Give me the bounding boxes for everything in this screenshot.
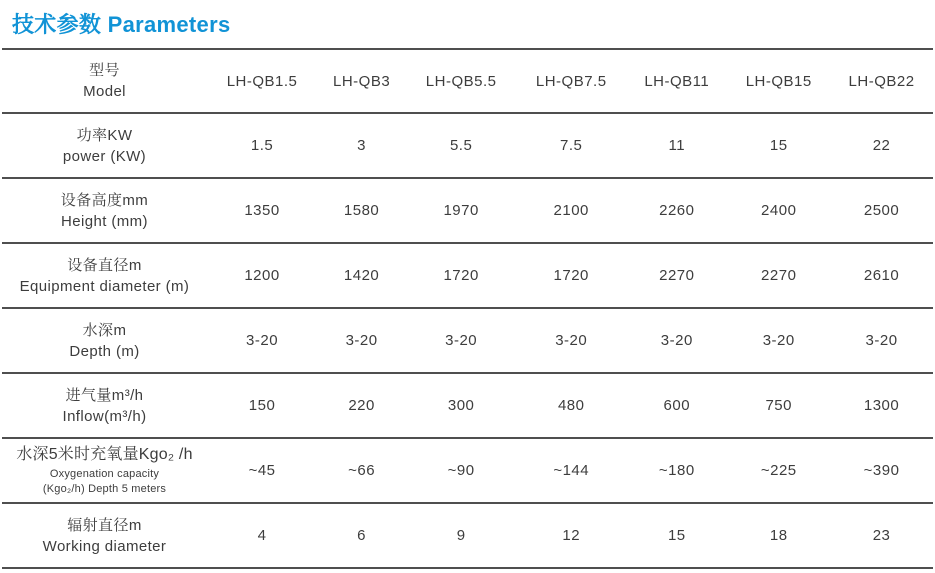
param-value-cell: 1720 (443, 267, 479, 284)
param-label-cell (2, 308, 207, 373)
param-label-line: Depth (m) (69, 342, 140, 360)
table-row (2, 373, 933, 438)
param-value-cell: ~390 (863, 462, 900, 479)
param-value-cell: 1.5 (250, 137, 274, 154)
param-label-cell (2, 243, 207, 308)
param-label-cell (2, 503, 207, 568)
param-value-cell: 2500 (863, 202, 900, 219)
param-label-line: Working diameter (42, 537, 167, 555)
param-label-line: Inflow(m³/h) (62, 407, 147, 425)
param-label-line: Model (83, 83, 126, 100)
param-value-cell: 3-20 (345, 332, 378, 349)
param-value-cell: 1420 (343, 267, 380, 284)
param-value-cell: 1580 (343, 202, 380, 219)
param-value-cell: ~66 (348, 462, 376, 479)
model-header-cell: LH-QB1.5 (226, 72, 298, 90)
param-value-cell: 1350 (244, 202, 280, 219)
param-value-cell: 4 (257, 527, 267, 544)
param-label-line: Equipment diameter (m) (19, 277, 190, 295)
table-header-row (2, 49, 933, 113)
param-label-line: 设备直径m (67, 256, 142, 274)
param-value-cell: 2270 (659, 267, 695, 284)
parameters-table (2, 48, 933, 569)
page-title-en: Parameters (107, 12, 231, 37)
param-value-cell: 12 (562, 527, 581, 544)
param-value-cell: 1970 (443, 202, 479, 219)
param-value-cell: 2260 (659, 202, 695, 219)
param-value-cell: 750 (765, 397, 792, 414)
param-value-cell: 300 (447, 397, 475, 414)
param-label-line: 水深5米时充氧量Kgo₂ /h (16, 446, 193, 464)
param-value-cell: 3-20 (445, 332, 478, 349)
param-label-line: 设备高度mm (60, 191, 149, 209)
param-value-cell: 1720 (553, 267, 589, 284)
table-row (2, 243, 933, 308)
param-value-cell: 600 (663, 397, 691, 414)
param-label-line: 进气量m³/h (65, 386, 144, 404)
param-value-cell: 11 (668, 137, 686, 154)
table-row (2, 308, 933, 373)
param-value-cell: 2400 (761, 202, 797, 219)
param-value-cell: 3 (357, 137, 367, 154)
param-value-cell: 2100 (553, 202, 589, 219)
param-value-cell: 5.5 (449, 137, 473, 154)
param-label-line: power (KW) (62, 147, 147, 165)
param-value-cell: 220 (348, 397, 375, 414)
param-value-cell: 15 (667, 527, 686, 544)
table-row (2, 503, 933, 568)
param-value-cell: ~90 (447, 462, 475, 479)
param-value-cell: 3-20 (865, 332, 898, 349)
parameters-table-body (2, 113, 933, 568)
param-value-cell: 3-20 (660, 332, 693, 349)
param-label-cell (2, 373, 207, 438)
param-value-cell: 2270 (761, 267, 797, 284)
param-label-line: Oxygenation capacity (49, 467, 160, 480)
param-value-cell: 2610 (863, 267, 900, 284)
table-row (2, 113, 933, 178)
param-label-line: 功率KW (76, 126, 133, 144)
param-value-cell: 150 (248, 397, 276, 414)
param-value-cell: 3-20 (555, 332, 588, 349)
param-label-line: 辐射直径m (67, 516, 142, 534)
model-header-cell: LH-QB11 (644, 72, 710, 90)
param-value-cell: 7.5 (560, 137, 583, 154)
param-value-cell: 15 (769, 137, 788, 154)
param-value-cell: ~45 (248, 462, 276, 479)
model-header-cell: LH-QB5.5 (425, 72, 497, 90)
model-header-cell: LH-QB7.5 (535, 72, 607, 90)
page-title-zh: 技术参数 (12, 12, 102, 37)
param-label-line: 型号 (89, 62, 120, 79)
parameters-table-header (2, 49, 933, 113)
table-row (2, 178, 933, 243)
param-value-cell: 3-20 (762, 332, 795, 349)
param-label-line: Height (mm) (61, 212, 148, 230)
param-value-cell: 1300 (863, 397, 900, 414)
param-value-cell: 6 (357, 527, 367, 544)
param-value-cell: 480 (557, 397, 585, 414)
model-header-cell: LH-QB3 (333, 72, 391, 90)
param-value-cell: 22 (872, 137, 891, 154)
param-label-line: (Kgo₂/h) Depth 5 meters (42, 482, 167, 495)
param-value-cell: 18 (769, 527, 788, 544)
param-value-cell: ~144 (553, 462, 590, 479)
param-value-cell: 23 (872, 527, 891, 544)
param-value-cell: 1200 (244, 267, 280, 284)
param-label-cell (2, 178, 207, 243)
param-value-cell: ~180 (658, 462, 695, 479)
param-value-cell: 3-20 (246, 332, 279, 349)
param-label-cell (2, 438, 207, 503)
param-label-cell (2, 49, 207, 113)
model-header-cell: LH-QB22 (848, 72, 915, 90)
param-label-cell (2, 113, 207, 178)
table-row (2, 438, 933, 503)
param-label-line: 水深m (82, 321, 127, 339)
param-value-cell: ~225 (760, 462, 797, 479)
page-title (0, 0, 935, 39)
model-header-cell: LH-QB15 (745, 72, 812, 90)
param-value-cell: 9 (456, 527, 466, 544)
